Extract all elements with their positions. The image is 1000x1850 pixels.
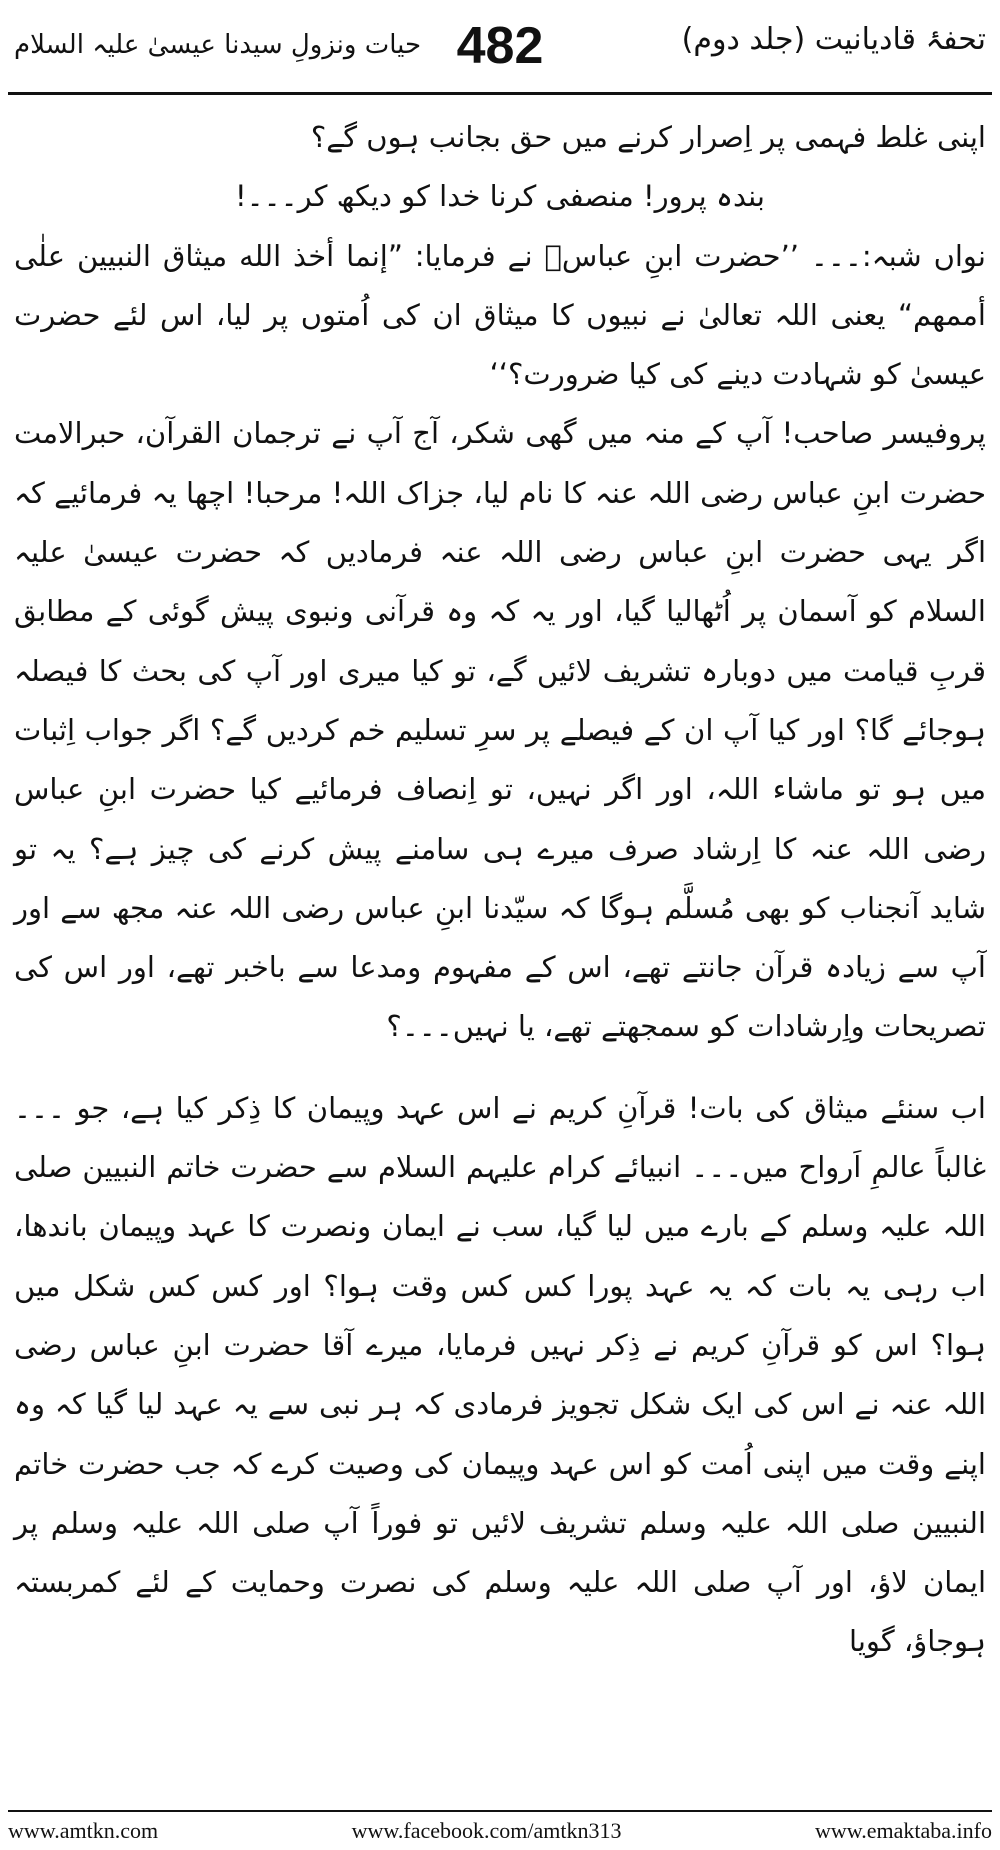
page-header xyxy=(0,0,1000,98)
paragraph-covenant: اب سنئے میثاق کی بات! قرآنِ کریم نے اس عہد وپیمان کا ذِکر کیا ہے، جو ۔۔۔غالباً عالمِ اَرواح میں۔۔۔ انبیائے کرام علیہم السلام سے حضرت خاتم النبیین صلی اللہ علیہ وسلم کے بارے میں لیا گیا، سب نے ایمان ونصرت کا عہد وپیمان باندھا، اب رہی یہ بات کہ یہ عہد پورا کس کس وقت ہوا؟ اور کس کس شکل میں ہوا؟ اس کو قرآنِ کریم نے ذِکر نہیں فرمایا، میرے آقا حضرت ابنِ عباس رضی اللہ عنہ نے اس کی ایک شکل تجویز فرمادی کہ ہر نبی سے یہ عہد لیا گیا کہ وہ اپنے وقت میں اپنی اُمت کو اس عہد وپیمان کی وصیت کرے کہ جب حضرت خاتم النبیین صلی اللہ علیہ وسلم تشریف لائیں تو فوراً آپ صلی اللہ علیہ وسلم پر ایمان لاؤ، اور آپ صلی اللہ علیہ وسلم کی نصرت وحمایت کے لئے کمربستہ ہوجاؤ، گویا xyxy=(14,1090,986,1659)
footer-link-facebook[interactable]: www.facebook.com/amtkn313 xyxy=(351,1818,622,1843)
paragraph-verse: بندہ پرور! منصفی کرنا خدا کو دیکھ کر۔۔۔! xyxy=(235,179,765,214)
footer-divider xyxy=(8,1810,992,1812)
paragraph-reply: پروفیسر صاحب! آپ کے منہ میں گھی شکر، آج آپ نے ترجمان القرآن، حبرالامت حضرت ابنِ عباس رضی اللہ عنہ کا نام لیا، جزاک اللہ! مرحبا! اچھا یہ فرمائیے کہ اگر یہی حضرت ابنِ عباس رضی اللہ عنہ فرمادیں کہ حضرت عیسیٰ علیہ السلام کو آسمان پر اُٹھالیا گیا، اور یہ کہ وہ قرآنی ونبوی پیش گوئی کے مطابق قربِ قیامت میں دوبارہ تشریف لائیں گے، تو کیا میری اور آپ کی بحث کا فیصلہ ہوجائے گا؟ اور کیا آپ ان کے فیصلے پر سرِ تسلیم خم کردیں گے؟ اگر جواب اِثبات میں ہو تو ماشاء اللہ، اور اگر نہیں، تو اِنصاف فرمائیے کیا حضرت ابنِ عباس رضی اللہ عنہ کا اِرشاد صرف میرے ہی سامنے پیش کرنے کی چیز ہے؟ یہ تو شاید آنجناب کو بھی مُسلَّم ہوگا کہ سیّدنا ابنِ عباس رضی اللہ عنہ مجھ سے اور آپ سے زیادہ قرآن جانتے تھے، اس کے مفہوم ومدعا سے باخبر تھے، اور اس کی تصریحات واِرشادات کو سمجھتے تھے، یا نہیں۔۔۔؟ xyxy=(14,416,986,1044)
section-title: حیات ونزولِ سیدنا عیسیٰ علیہ السلام xyxy=(14,30,422,60)
header-divider xyxy=(8,92,992,95)
book-title: تحفۂ قادیانیت (جلد دوم) xyxy=(681,22,986,57)
paragraph-ninth-doubt: نواں شبہ:۔۔۔ ’’حضرت ابنِ عباسؓ نے فرمایا: ”إنما أخذ الله میثاق النبیین علٰی أممهم“ یعنی اللہ تعالیٰ نے نبیوں کا میثاق ان کی اُمتوں پر لیا، اس لئے حضرت عیسیٰ کو شہادت دینے کی کیا ضرورت؟‘‘ xyxy=(14,238,986,392)
footer-link-amtkn[interactable]: www.amtkn.com xyxy=(8,1818,159,1843)
page-footer xyxy=(8,1814,992,1848)
page-body xyxy=(14,108,986,1672)
page-number: 482 xyxy=(456,17,544,75)
paragraph-question: اپنی غلط فہمی پر اِصرار کرنے میں حق بجانب ہوں گے؟ xyxy=(310,120,986,154)
footer-link-emaktaba[interactable]: www.emaktaba.info xyxy=(815,1818,992,1843)
